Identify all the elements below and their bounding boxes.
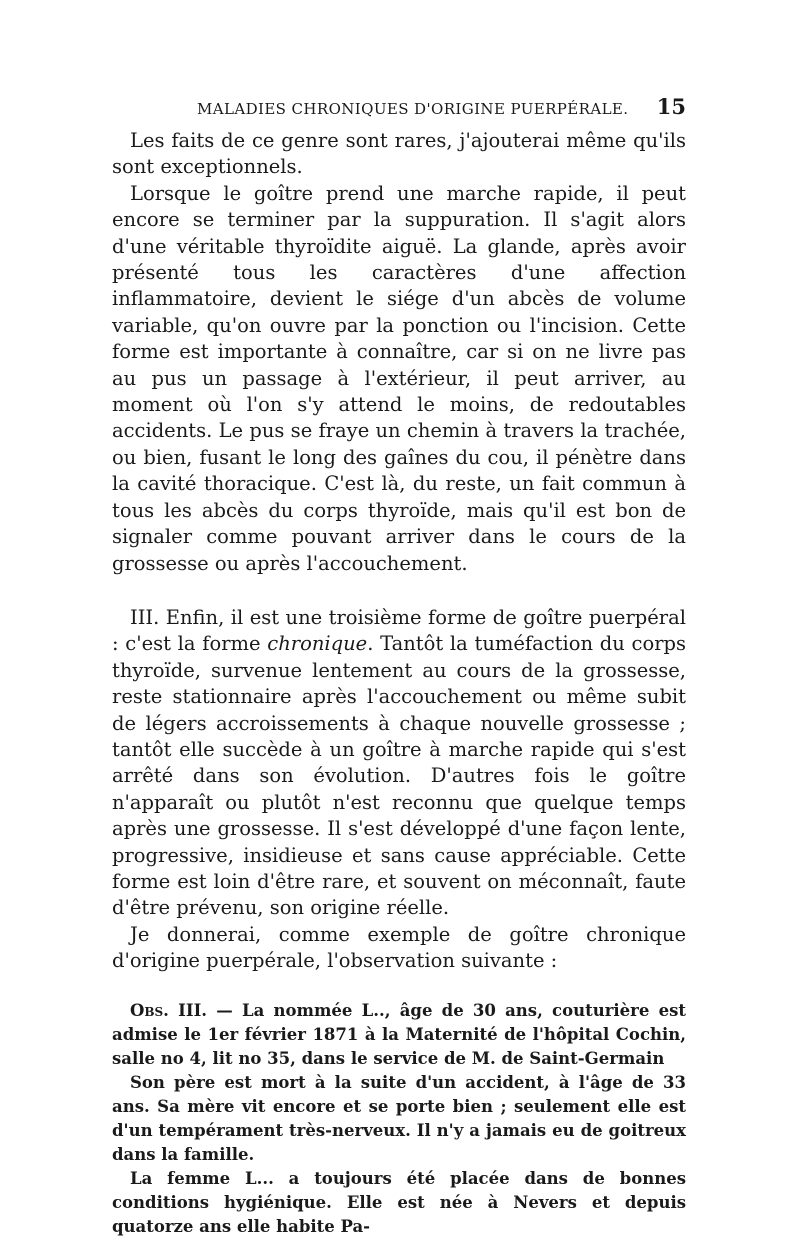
paragraph-4: Je donnerai, comme exemple de goître chronique d'origine puerpérale, l'observation suivante : bbox=[112, 922, 686, 973]
observation-paragraph-1 bbox=[112, 999, 686, 1071]
page-number: 15 bbox=[656, 94, 686, 119]
section-gap bbox=[112, 577, 686, 605]
observation-paragraph-2: Son père est mort à la suite d'un accident, à l'âge de 33 ans. Sa mère vit encore et se porte bien ; seulement elle est d'un tempérament très-nerveux. Il n'y a jamais eu de goitreux dans la famille. bbox=[112, 1072, 686, 1164]
body-text bbox=[112, 128, 686, 1239]
running-title: MALADIES CHRONIQUES D'ORIGINE PUERPÉRALE. bbox=[197, 100, 629, 118]
observation-paragraph-3: La femme L... a toujours été placée dans de bonnes conditions hygiénique. Elle est née à Nevers et depuis quatorze ans elle habite Pa- bbox=[112, 1168, 686, 1236]
paragraph-3-emphasis: chronique bbox=[267, 632, 368, 656]
page-header bbox=[112, 94, 686, 126]
paragraph-1: Les faits de ce genre sont rares, j'ajouterai même qu'ils sont exceptionnels. bbox=[112, 129, 686, 179]
observation-text: — La nommée L.., âge de 30 ans, couturière est admise le 1er février 1871 à la Maternité de l'hôpital Cochin, salle no 4, lit no 35, dans le service de M. de Saint-Germain bbox=[112, 1000, 686, 1068]
paragraph-3-start: III. Enfin, il est une troisième forme de goître puerpéral : c'est la forme bbox=[112, 605, 686, 656]
paragraph-2: Lorsque le goître prend une marche rapide, il peut encore se terminer par la suppuration. Il s'agit alors d'une véritable thyroïdite aiguë. La glande, après avoir présenté tous les caractères d'une affection inflammatoire, devient le siége d'un abcès de volume variable, qu'on ouvre par la ponction ou l'incision. Cette forme est importante à connaître, car si on ne livre pas au pus un passage à l'extérieur, il peut arriver, au moment où l'on s'y attend le moins, de redoutables accidents. Le pus se fraye un chemin à travers la trachée, ou bien, fusant le long des gaînes du cou, il pénètre dans la cavité thoracique. C'est là, du reste, un fait commun à tous les abcès du corps thyroïde, mais qu'il est bon de signaler comme pouvant arriver dans le cours de la grossesse ou après l'accouchement. bbox=[112, 181, 686, 575]
observation-label: Obs. III. bbox=[130, 1000, 208, 1020]
observation-block bbox=[112, 999, 686, 1239]
paragraph-3 bbox=[112, 605, 686, 922]
paragraph-3-end: . Tantôt la tuméfaction du corps thyroïde, survenue lentement au cours de la grossesse, reste stationnaire après l'accouchement ou même subit de légers accroissements à chaque nouvelle grossesse ; tantôt elle succède à un goître à marche rapide qui s'est arrêté dans son évolution. D'autres fois le goître n'apparaît ou plutôt n'est reconnu que quelque temps après une grossesse. Il s'est développé d'une façon lente, progressive, insidieuse et sans cause appréciable. Cette forme est loin d'être rare, et souvent on méconnaît, faute d'être prévenu, son origine réelle. bbox=[112, 632, 686, 920]
